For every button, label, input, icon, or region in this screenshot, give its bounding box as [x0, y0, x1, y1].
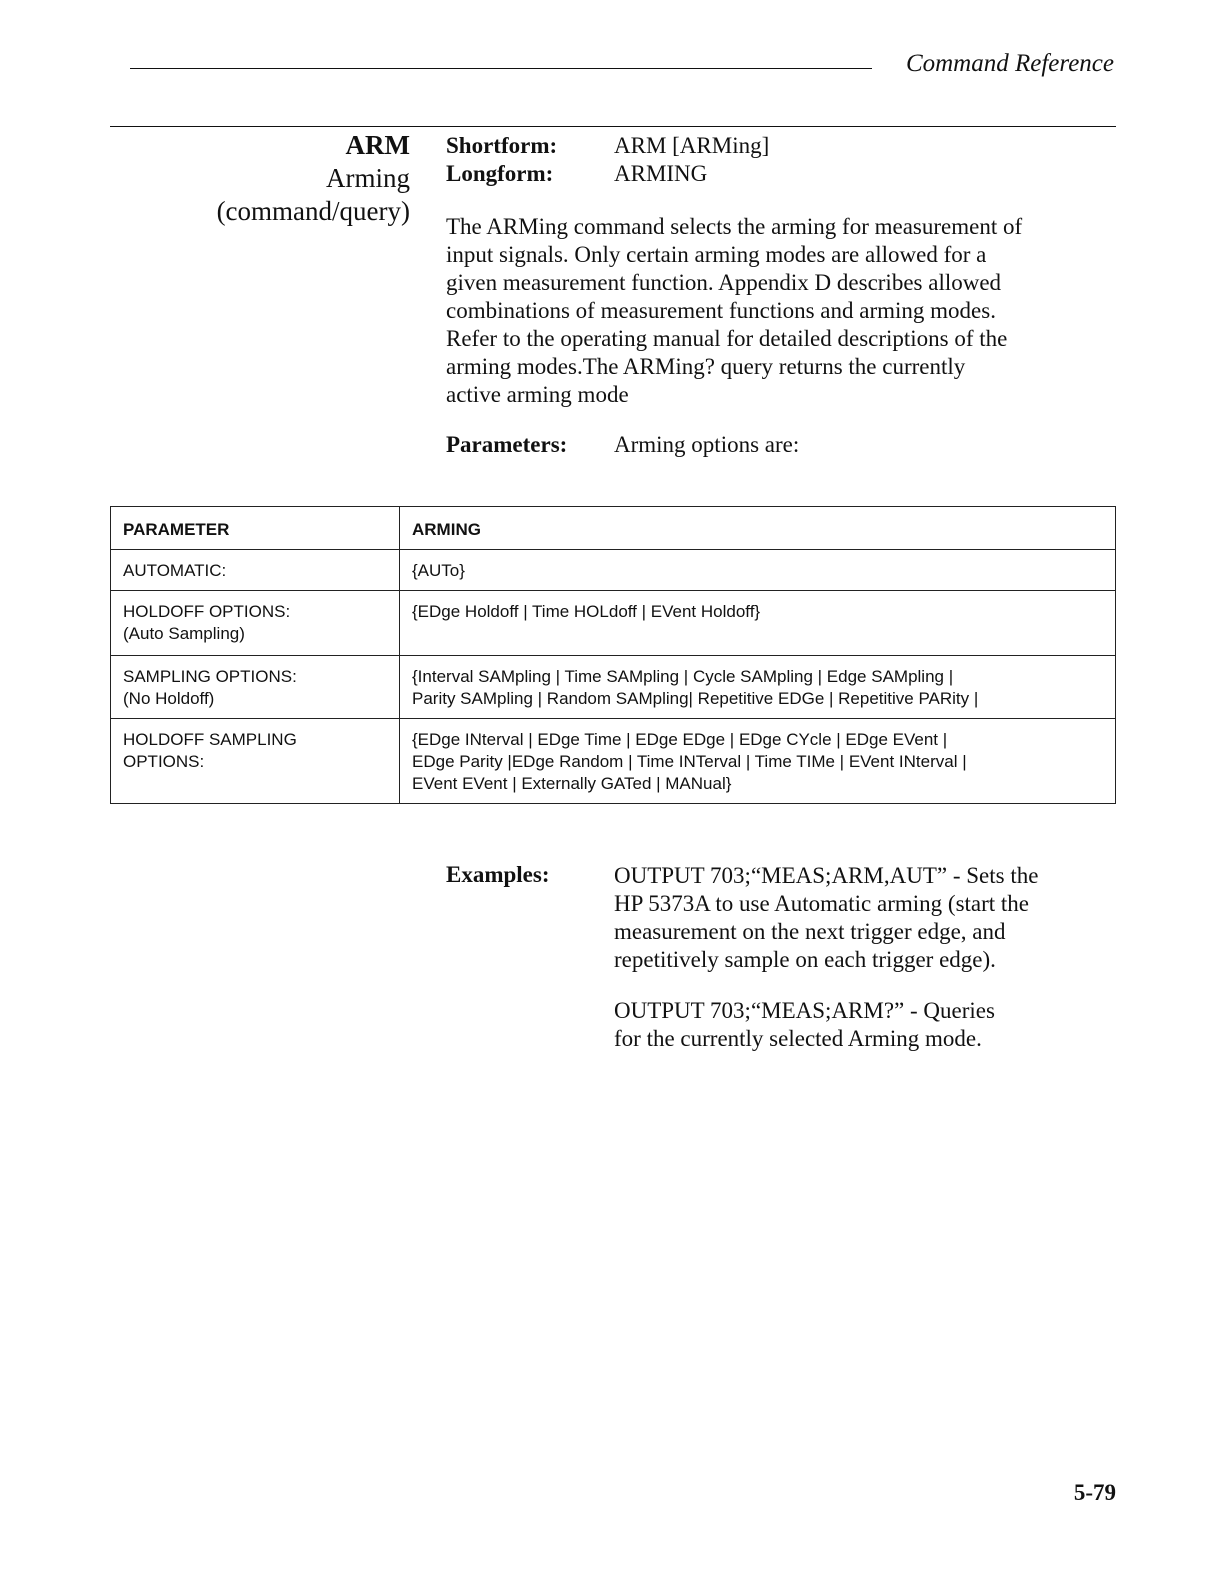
command-title: Arming	[326, 163, 410, 193]
parameter-cell	[111, 591, 400, 656]
description-line: Refer to the operating manual for detailed descriptions of the	[446, 326, 1008, 351]
table-row	[111, 719, 1116, 804]
description-line: active arming mode	[446, 382, 629, 407]
description-line: The ARMing command selects the arming for measurement of	[446, 214, 1023, 239]
examples-label: Examples:	[446, 862, 550, 887]
command-description	[446, 213, 1116, 409]
parameters-label: Parameters:	[446, 432, 568, 457]
example-line: repetitively sample on each trigger edge).	[614, 947, 996, 972]
example-line: OUTPUT 703;“MEAS;ARM,AUT” - Sets the	[614, 863, 1039, 888]
column-header-parameter: PARAMETER	[111, 507, 400, 550]
arming-cell	[400, 719, 1116, 804]
section-rule	[110, 126, 1116, 127]
table-row	[111, 656, 1116, 719]
example-line: HP 5373A to use Automatic arming (start the	[614, 891, 1030, 916]
example-line: OUTPUT 703;“MEAS;ARM?” - Queries	[614, 998, 995, 1023]
parameter-cell	[111, 656, 400, 719]
shortform-label: Shortform:	[446, 133, 558, 158]
description-line: input signals. Only certain arming modes are allowed for a	[446, 242, 987, 267]
cell-line: EVent EVent | Externally GATed | MANual}	[412, 774, 732, 793]
example-2	[614, 997, 1114, 1053]
cell-line: {AUTo}	[412, 561, 465, 580]
cell-line: {Interval SAMpling | Time SAMpling | Cycle SAMpling | Edge SAMpling |	[412, 667, 954, 686]
shortform-value: ARM [ARMing]	[614, 133, 770, 158]
description-line: given measurement function. Appendix D describes allowed	[446, 270, 1002, 295]
longform-label: Longform:	[446, 161, 554, 186]
column-header-arming: ARMING	[400, 507, 1116, 550]
parameter-cell	[111, 719, 400, 804]
cell-line: (Auto Sampling)	[123, 624, 245, 643]
example-line: for the currently selected Arming mode.	[614, 1026, 982, 1051]
longform-value: ARMING	[614, 161, 708, 186]
cell-line: {EDge Holdoff | Time HOLdoff | EVent Holdoff}	[412, 602, 761, 621]
cell-line: SAMPLING OPTIONS:	[123, 667, 297, 686]
table-header-row	[111, 507, 1116, 550]
header-rule	[130, 68, 872, 69]
parameters-value: Arming options are:	[614, 432, 800, 457]
table-row	[111, 591, 1116, 656]
cell-line: {EDge INterval | EDge Time | EDge EDge | EDge CYcle | EDge EVent |	[412, 730, 948, 749]
table-row	[111, 550, 1116, 591]
command-name: ARM	[345, 130, 410, 160]
cell-line: (No Holdoff)	[123, 689, 215, 708]
cell-line: EDge Parity |EDge Random | Time INTerval | Time TIMe | EVent INterval |	[412, 752, 967, 771]
description-line: arming modes.The ARMing? query returns the currently	[446, 354, 966, 379]
cell-line: HOLDOFF SAMPLING	[123, 730, 297, 749]
command-kind: (command/query)	[216, 196, 410, 226]
arming-options-table	[110, 506, 1116, 804]
description-line: combinations of measurement functions and arming modes.	[446, 298, 996, 323]
page-number: 5-79	[1073, 1480, 1116, 1505]
cell-line: Parity SAMpling | Random SAMpling| Repetitive EDGe | Repetitive PARity |	[412, 689, 979, 708]
example-1	[614, 862, 1114, 974]
cell-line: HOLDOFF OPTIONS:	[123, 602, 291, 621]
cell-line: AUTOMATIC:	[123, 561, 227, 580]
example-line: measurement on the next trigger edge, and	[614, 919, 1006, 944]
running-head: Command Reference	[905, 50, 1114, 77]
parameter-cell	[111, 550, 400, 591]
arming-cell	[400, 591, 1116, 656]
cell-line: OPTIONS:	[123, 752, 205, 771]
arming-cell	[400, 656, 1116, 719]
arming-cell	[400, 550, 1116, 591]
